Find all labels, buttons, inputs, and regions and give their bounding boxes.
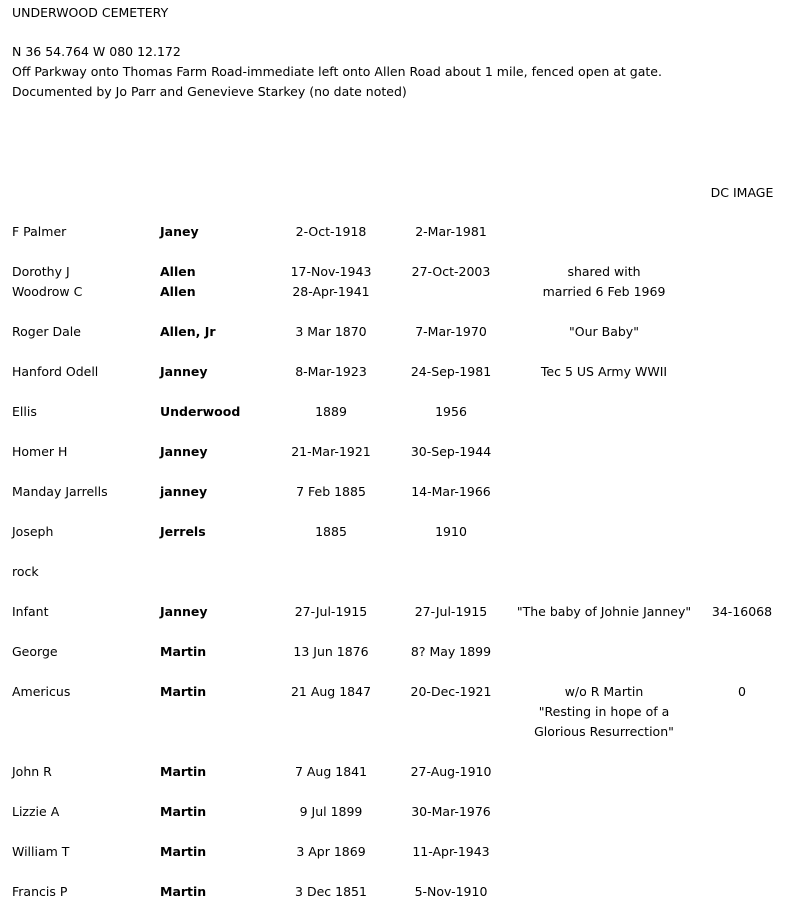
- last-name: Janney: [160, 604, 208, 619]
- death-date: 24-Sep-1981: [410, 364, 492, 379]
- last-name: Janney: [160, 364, 208, 379]
- notes: "Our Baby": [569, 324, 639, 339]
- notes: shared with: [567, 264, 641, 279]
- cemetery-title: UNDERWOOD CEMETERY: [12, 5, 169, 20]
- first-name: Americus: [12, 684, 71, 699]
- last-name: janney: [160, 484, 208, 499]
- first-name: William T: [12, 844, 70, 859]
- birth-date: 2-Oct-1918: [295, 224, 367, 239]
- notes: "The baby of Johnie Janney": [516, 604, 692, 619]
- death-date: 7-Mar-1970: [415, 324, 487, 339]
- death-date: 20-Dec-1921: [410, 684, 492, 699]
- first-name: Joseph: [12, 524, 54, 539]
- first-name: Homer H: [12, 444, 68, 459]
- last-name: Martin: [160, 844, 207, 859]
- last-name: Allen: [160, 264, 196, 279]
- birth-date: 1885: [315, 524, 347, 539]
- death-date: 1956: [435, 404, 467, 419]
- notes: "Resting in hope of a: [538, 704, 670, 719]
- birth-date: 1889: [315, 404, 347, 419]
- first-name: Lizzie A: [12, 804, 60, 819]
- death-date: 2-Mar-1981: [415, 224, 487, 239]
- first-name: Manday Jarrells: [12, 484, 108, 499]
- dc-image-header: DC IMAGE: [710, 185, 774, 200]
- notes: married 6 Feb 1969: [542, 284, 666, 299]
- last-name: Jerrels: [160, 524, 206, 539]
- notes: Tec 5 US Army WWII: [540, 364, 668, 379]
- death-date: 11-Apr-1943: [412, 844, 490, 859]
- birth-date: 21-Mar-1921: [291, 444, 371, 459]
- last-name: Underwood: [160, 404, 241, 419]
- death-date: 8? May 1899: [410, 644, 492, 659]
- last-name: Allen, Jr: [160, 324, 216, 339]
- last-name: Allen: [160, 284, 196, 299]
- birth-date: 13 Jun 1876: [293, 644, 369, 659]
- notes: w/o R Martin: [564, 684, 644, 699]
- first-name: Hanford Odell: [12, 364, 99, 379]
- last-name: Martin: [160, 884, 207, 899]
- first-name: Ellis: [12, 404, 37, 419]
- last-name: Janey: [160, 224, 199, 239]
- death-date: 14-Mar-1966: [411, 484, 491, 499]
- first-name: John R: [12, 764, 52, 779]
- last-name: Martin: [160, 804, 207, 819]
- birth-date: 17-Nov-1943: [290, 264, 372, 279]
- documented-by-text: Documented by Jo Parr and Genevieve Starkey (no date noted): [12, 84, 407, 99]
- birth-date: 27-Jul-1915: [294, 604, 368, 619]
- first-name: George: [12, 644, 58, 659]
- last-name: Janney: [160, 444, 208, 459]
- notes: Glorious Resurrection": [534, 724, 674, 739]
- death-date: 30-Mar-1976: [411, 804, 491, 819]
- first-name: Infant: [12, 604, 49, 619]
- birth-date: 9 Jul 1899: [299, 804, 363, 819]
- death-date: 30-Sep-1944: [410, 444, 492, 459]
- directions-text: Off Parkway onto Thomas Farm Road-immediate left onto Allen Road about 1 mile, fenced open at gate.: [12, 64, 662, 79]
- last-name: Martin: [160, 764, 207, 779]
- last-name: Martin: [160, 684, 207, 699]
- death-date: 27-Jul-1915: [414, 604, 488, 619]
- birth-date: 3 Mar 1870: [295, 324, 367, 339]
- first-name: Francis P: [12, 884, 68, 899]
- death-date: 1910: [435, 524, 467, 539]
- birth-date: 3 Apr 1869: [296, 844, 366, 859]
- birth-date: 3 Dec 1851: [295, 884, 367, 899]
- first-name: Roger Dale: [12, 324, 81, 339]
- birth-date: 8-Mar-1923: [295, 364, 367, 379]
- dc-image-number: 0: [738, 684, 746, 699]
- first-name: Dorothy J: [12, 264, 70, 279]
- last-name: Martin: [160, 644, 207, 659]
- birth-date: 7 Feb 1885: [296, 484, 366, 499]
- first-name: rock: [12, 564, 39, 579]
- first-name: Woodrow C: [12, 284, 83, 299]
- birth-date: 21 Aug 1847: [290, 684, 372, 699]
- first-name: F Palmer: [12, 224, 67, 239]
- birth-date: 28-Apr-1941: [292, 284, 370, 299]
- dc-image-number: 34-16068: [711, 604, 773, 619]
- death-date: 27-Oct-2003: [411, 264, 491, 279]
- gps-coordinates: N 36 54.764 W 080 12.172: [12, 44, 181, 59]
- death-date: 5-Nov-1910: [414, 884, 488, 899]
- birth-date: 7 Aug 1841: [294, 764, 368, 779]
- death-date: 27-Aug-1910: [410, 764, 492, 779]
